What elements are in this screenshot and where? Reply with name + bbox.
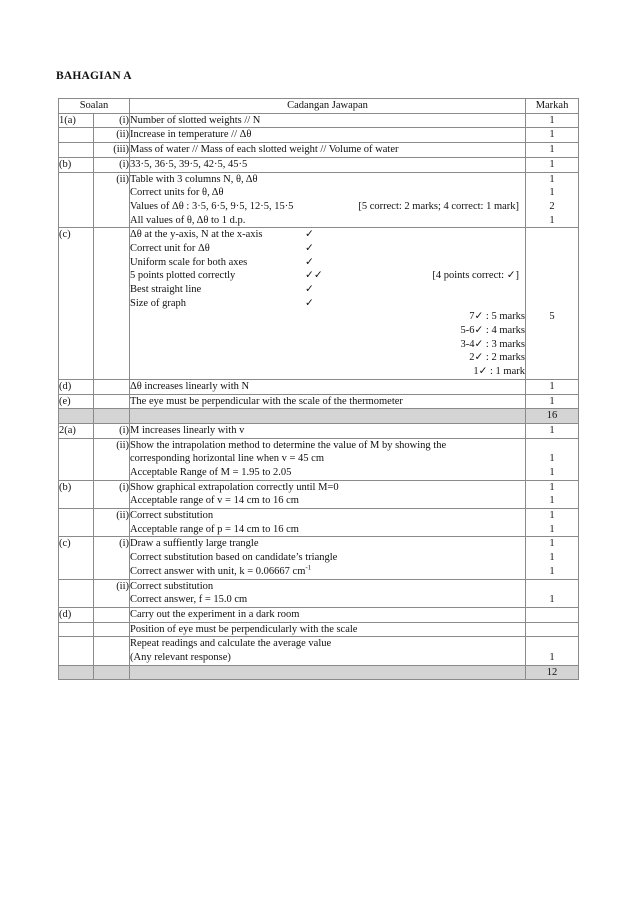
- criterion-text: Best straight line: [130, 284, 202, 296]
- answer-line: Correct answer with unit, k = 0.06667 cm: [130, 565, 306, 577]
- answer-text: 33·5, 36·5, 39·5, 42·5, 45·5: [130, 157, 526, 172]
- sub-label: (iii): [94, 143, 130, 158]
- mark-value: 1: [549, 510, 555, 522]
- header-row: [59, 99, 579, 114]
- question-label: 2(a): [59, 423, 94, 438]
- check-icon: ✓: [305, 297, 314, 309]
- mark-value: 1: [549, 495, 555, 507]
- answer-line: Correct units for θ, Δθ: [130, 187, 224, 199]
- check-icon: ✓✓: [305, 270, 323, 282]
- check-icon: ✓: [305, 284, 314, 296]
- mark-value: 1: [549, 565, 555, 577]
- total-row: [59, 409, 579, 424]
- table-row: [59, 128, 579, 143]
- mark-value: 1: [549, 538, 555, 550]
- mark-scale-line: 3-4✓ : 3 marks: [460, 338, 526, 350]
- table-row: [59, 379, 579, 394]
- mark-value: 1: [526, 157, 579, 172]
- criterion-text: Correct unit for Δθ: [130, 242, 210, 254]
- question-label: (d): [59, 379, 94, 394]
- table-row: [59, 172, 579, 228]
- table-row: [59, 622, 579, 637]
- answer-line: All values of θ, Δθ to 1 d.p.: [130, 214, 246, 226]
- question-label: (d): [59, 607, 94, 622]
- mark-value: 1: [526, 423, 579, 438]
- criterion-text: Size of graph: [130, 297, 186, 309]
- marking-scheme-table: [58, 98, 579, 680]
- table-row: [59, 157, 579, 172]
- table-row: [59, 637, 579, 665]
- mark-value: 1: [526, 143, 579, 158]
- answer-line: (Any relevant response): [130, 651, 231, 663]
- table-row: [59, 607, 579, 622]
- answer-line: Correct substitution: [130, 580, 214, 592]
- mark-value: 1: [549, 214, 555, 226]
- question-label: (c): [59, 537, 94, 579]
- check-icon: ✓: [305, 256, 314, 268]
- question-label: (e): [59, 394, 94, 409]
- answer-line: Show the intrapolation method to determine the value of M by showing the: [130, 439, 447, 451]
- sub-label: (i): [94, 537, 130, 579]
- sub-label: (i): [94, 113, 130, 128]
- sub-label: (ii): [94, 579, 130, 607]
- answer-line: Acceptable Range of M = 1.95 to 2.05: [130, 467, 292, 479]
- answer-line: Correct substitution: [130, 510, 214, 522]
- mark-value: 1: [549, 187, 555, 199]
- sub-label: (i): [94, 423, 130, 438]
- mark-scale-line: 7✓ : 5 marks: [469, 311, 526, 323]
- answer-line: Draw a suffiently large trangle: [130, 538, 259, 550]
- sub-label: (ii): [94, 172, 130, 228]
- answer-note: [5 correct: 2 marks; 4 correct: 1 mark]: [358, 200, 520, 212]
- sub-label: (ii): [94, 509, 130, 537]
- mark-value: 1: [549, 467, 555, 479]
- mark-value: 1: [526, 379, 579, 394]
- table-row: [59, 228, 579, 380]
- mark-value: 1: [526, 128, 579, 143]
- answer-text: Number of slotted weights // N: [130, 113, 526, 128]
- unit-exponent: -1: [305, 564, 312, 572]
- criterion-text: Uniform scale for both axes: [130, 256, 248, 268]
- mark-value: 1: [549, 523, 555, 535]
- mark-scale-line: 1✓ : 1 mark: [473, 366, 526, 378]
- sub-label: (ii): [94, 128, 130, 143]
- answer-text: Δθ increases linearly with N: [130, 379, 526, 394]
- question-label: 1(a): [59, 113, 94, 128]
- total-marks: 16: [526, 409, 579, 424]
- mark-value: 1: [549, 173, 555, 185]
- table-row: [59, 394, 579, 409]
- sub-label: (i): [94, 480, 130, 508]
- table-row: [59, 537, 579, 579]
- mark-value: 1: [526, 394, 579, 409]
- table-row: [59, 143, 579, 158]
- mark-value: 1: [526, 113, 579, 128]
- table-row: [59, 423, 579, 438]
- answer-line: Correct answer, f = 15.0 cm: [130, 594, 248, 606]
- total-marks: 12: [526, 665, 579, 680]
- mark-value: 5: [549, 311, 555, 323]
- question-label: (c): [59, 228, 94, 380]
- mark-value: 1: [549, 594, 555, 606]
- sub-label: (ii): [94, 438, 130, 480]
- criterion-note: [4 points correct: ✓]: [432, 270, 520, 282]
- sub-label: (i): [94, 157, 130, 172]
- table-row: [59, 113, 579, 128]
- total-row: [59, 665, 579, 680]
- answer-line: Correct substitution based on candidate’s triangle: [130, 552, 338, 564]
- mark-value: 1: [549, 481, 555, 493]
- mark-scale-line: 2✓ : 2 marks: [469, 352, 526, 364]
- mark-value: 1: [549, 453, 555, 465]
- question-label: (b): [59, 480, 94, 508]
- answer-text: M increases linearly with v: [130, 423, 526, 438]
- table-row: [59, 579, 579, 607]
- check-icon: ✓: [305, 229, 314, 241]
- mark-scale-line: 5-6✓ : 4 marks: [460, 325, 526, 337]
- mark-value: 2: [549, 200, 555, 212]
- answer-line: Table with 3 columns N, θ, Δθ: [130, 173, 258, 185]
- table-row: [59, 509, 579, 537]
- mark-value: 1: [549, 552, 555, 564]
- answer-line: Show graphical extrapolation correctly until M=0: [130, 481, 339, 493]
- answer-line: Repeat readings and calculate the average value: [130, 638, 332, 650]
- table-row: [59, 480, 579, 508]
- header-cadangan-jawapan: Cadangan Jawapan: [130, 99, 526, 114]
- check-icon: ✓: [305, 242, 314, 254]
- answer-text: Increase in temperature // Δθ: [130, 128, 526, 143]
- answer-text: The eye must be perpendicular with the scale of the thermometer: [130, 394, 526, 409]
- table-row: [59, 438, 579, 480]
- answer-line: Carry out the experiment in a dark room: [130, 607, 526, 622]
- header-soalan: Soalan: [59, 99, 130, 114]
- criterion-text: Δθ at the y-axis, N at the x-axis: [130, 229, 263, 241]
- mark-value: 1: [549, 651, 555, 663]
- question-label: (b): [59, 157, 94, 172]
- header-markah: Markah: [526, 99, 579, 114]
- section-title: BAHAGIAN A: [56, 70, 132, 82]
- answer-line: Acceptable range of v = 14 cm to 16 cm: [130, 495, 299, 507]
- criterion-text: 5 points plotted correctly: [130, 270, 236, 282]
- answer-line: Acceptable range of p = 14 cm to 16 cm: [130, 523, 299, 535]
- answer-line: Position of eye must be perpendicularly with the scale: [130, 622, 526, 637]
- answer-text: Mass of water // Mass of each slotted weight // Volume of water: [130, 143, 526, 158]
- answer-line: Values of Δθ : 3·5, 6·5, 9·5, 12·5, 15·5: [130, 200, 294, 212]
- answer-line: corresponding horizontal line when v = 45 cm: [130, 453, 325, 465]
